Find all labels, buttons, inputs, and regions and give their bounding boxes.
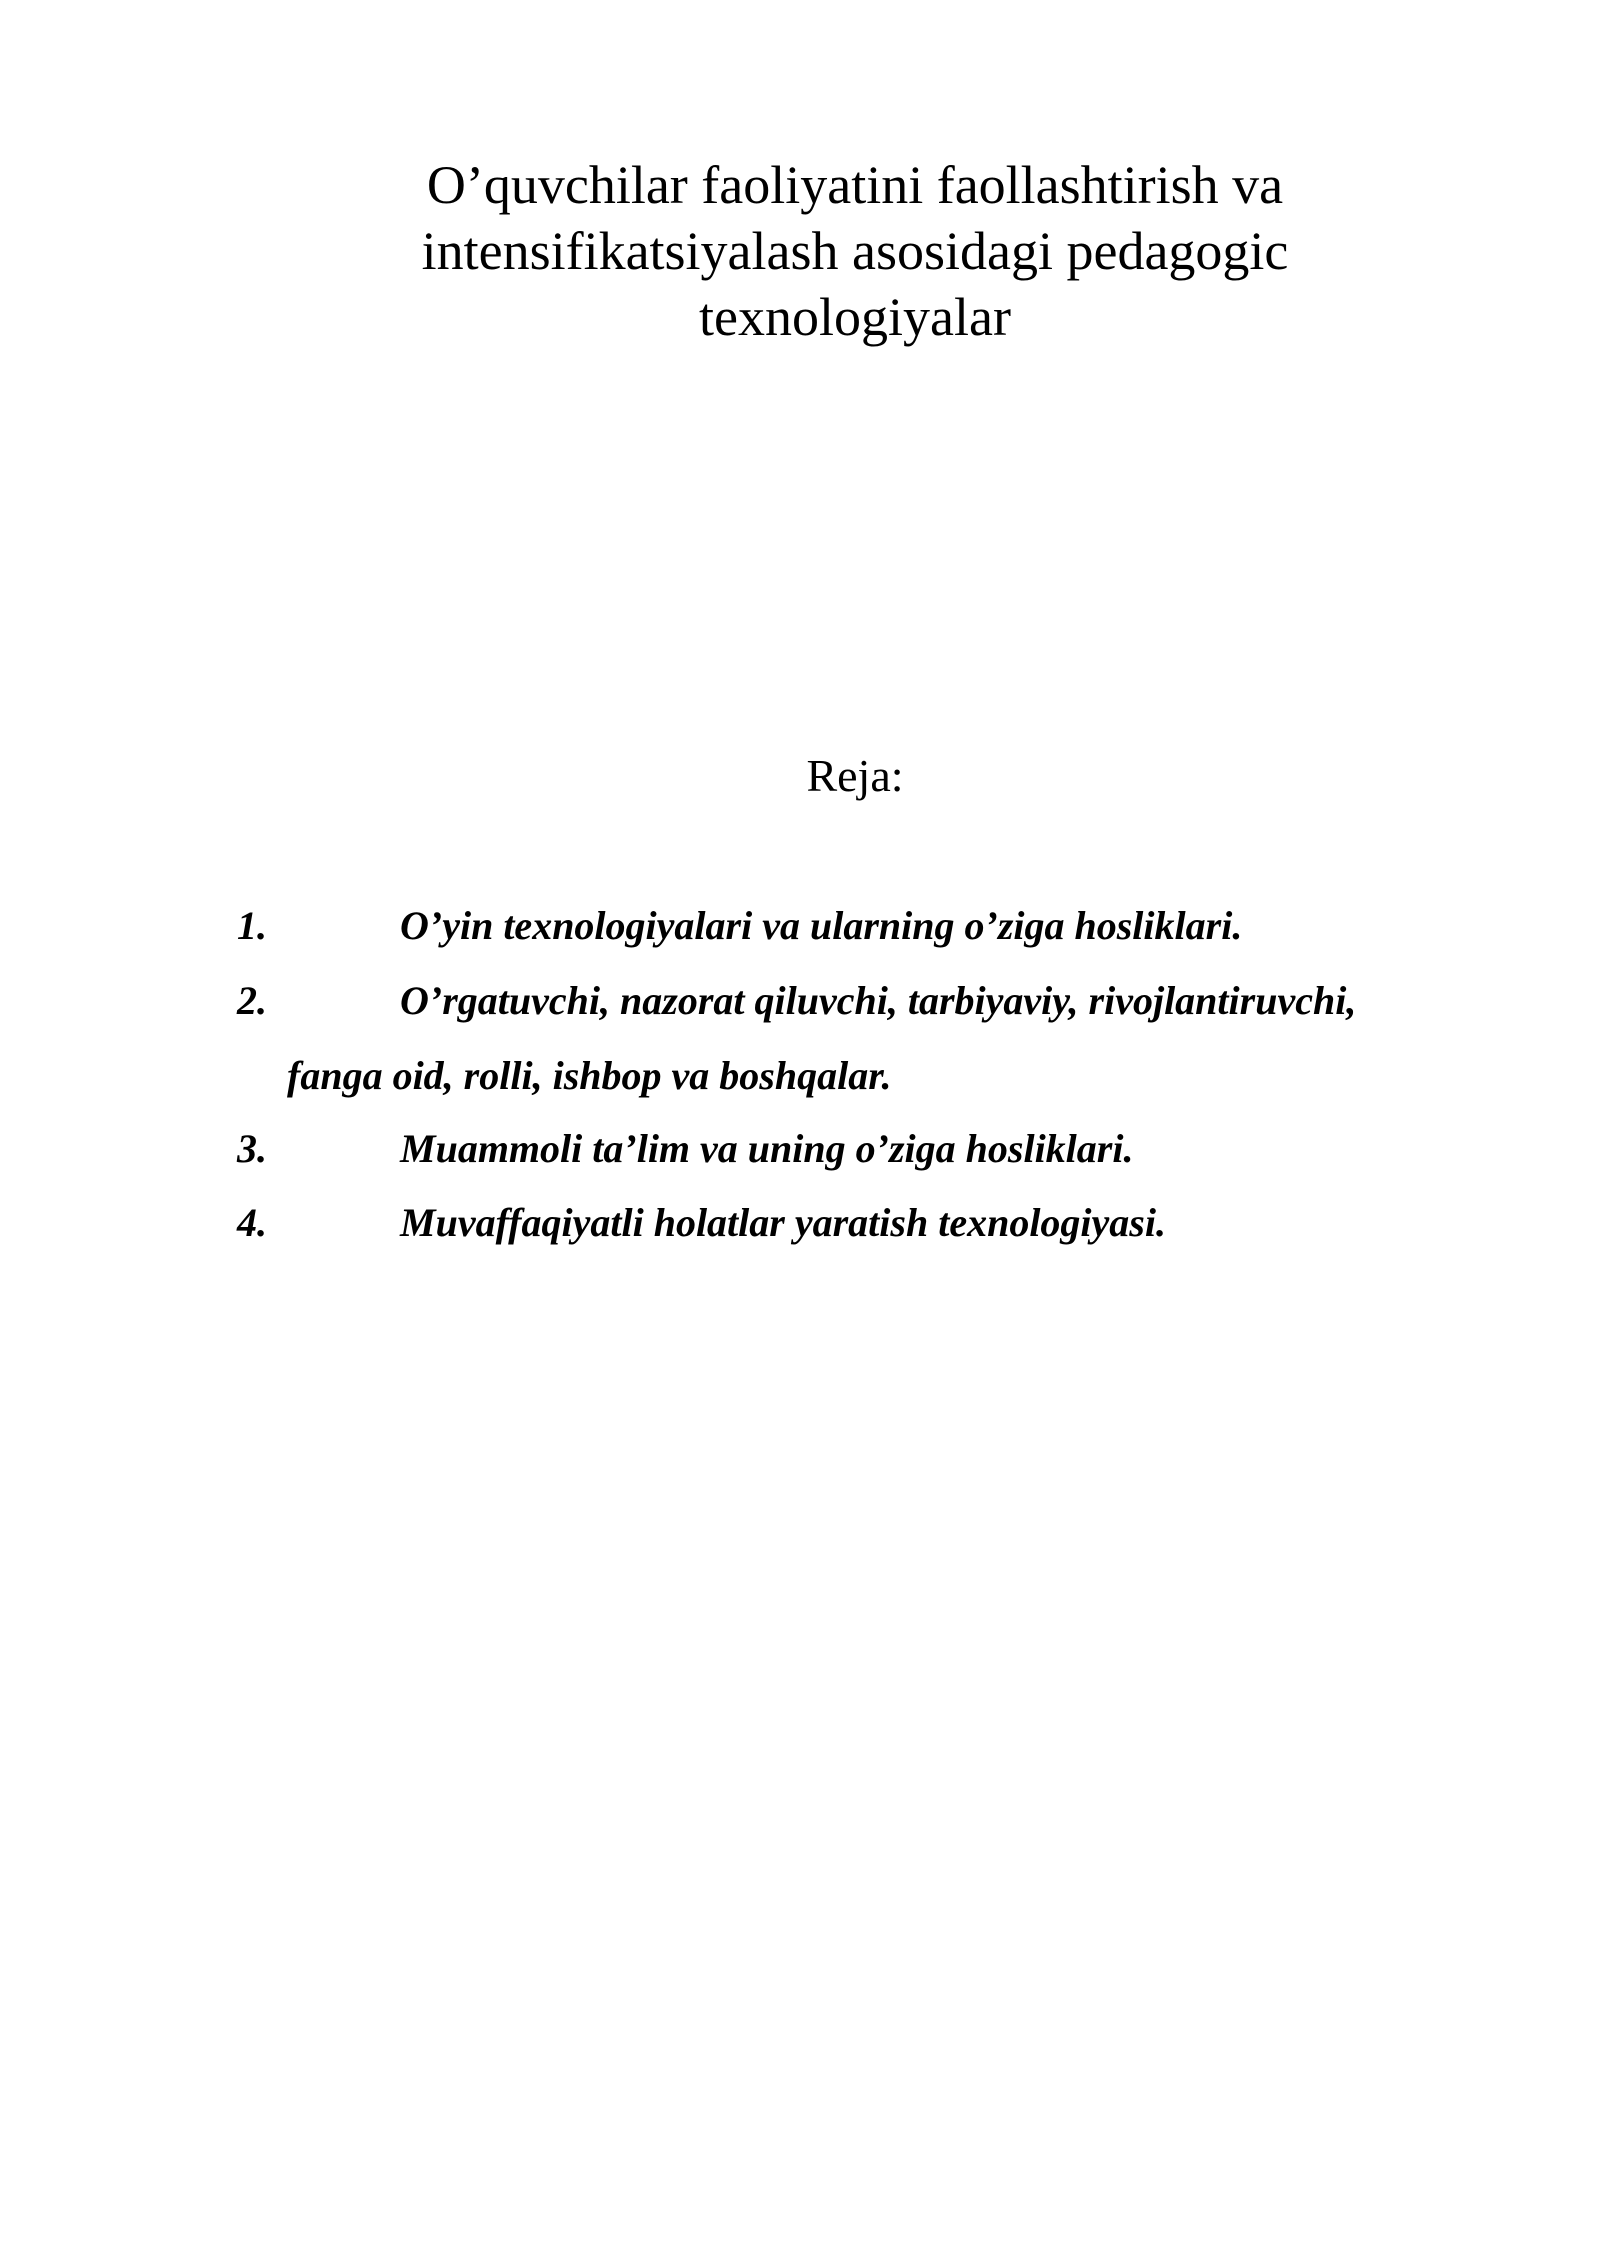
document-title — [360, 152, 1350, 350]
plan-heading: Reja: — [806, 750, 904, 801]
plan-item-text: Muammoli ta’lim va uning o’ziga hosliklari. — [400, 1126, 1134, 1171]
plan-item-text: Muvaffaqiyatli holatlar yaratish texnologiyasi. — [400, 1200, 1166, 1245]
title-line-2: intensifikatsiyalash asosidagi pedagogic — [421, 221, 1289, 281]
plan-item-text: O’yin texnologiyalari va ularning o’ziga hosliklari. — [400, 903, 1243, 948]
plan-item-number: 3. — [237, 1126, 267, 1171]
title-line-1: O’quvchilar faoliyatini faollashtirish va — [426, 155, 1284, 215]
plan-item-text: O’rgatuvchi, nazorat qiluvchi, tarbiyaviy, rivojlantiruvchi, — [400, 978, 1357, 1023]
plan-item-continuation-text: fanga oid, rolli, ishbop va boshqalar. — [287, 1053, 892, 1098]
plan-item-number: 1. — [237, 903, 267, 948]
plan-item-number: 2. — [237, 978, 267, 1023]
plan-item-number: 4. — [237, 1200, 267, 1245]
title-line-3: texnologiyalar — [699, 287, 1011, 347]
